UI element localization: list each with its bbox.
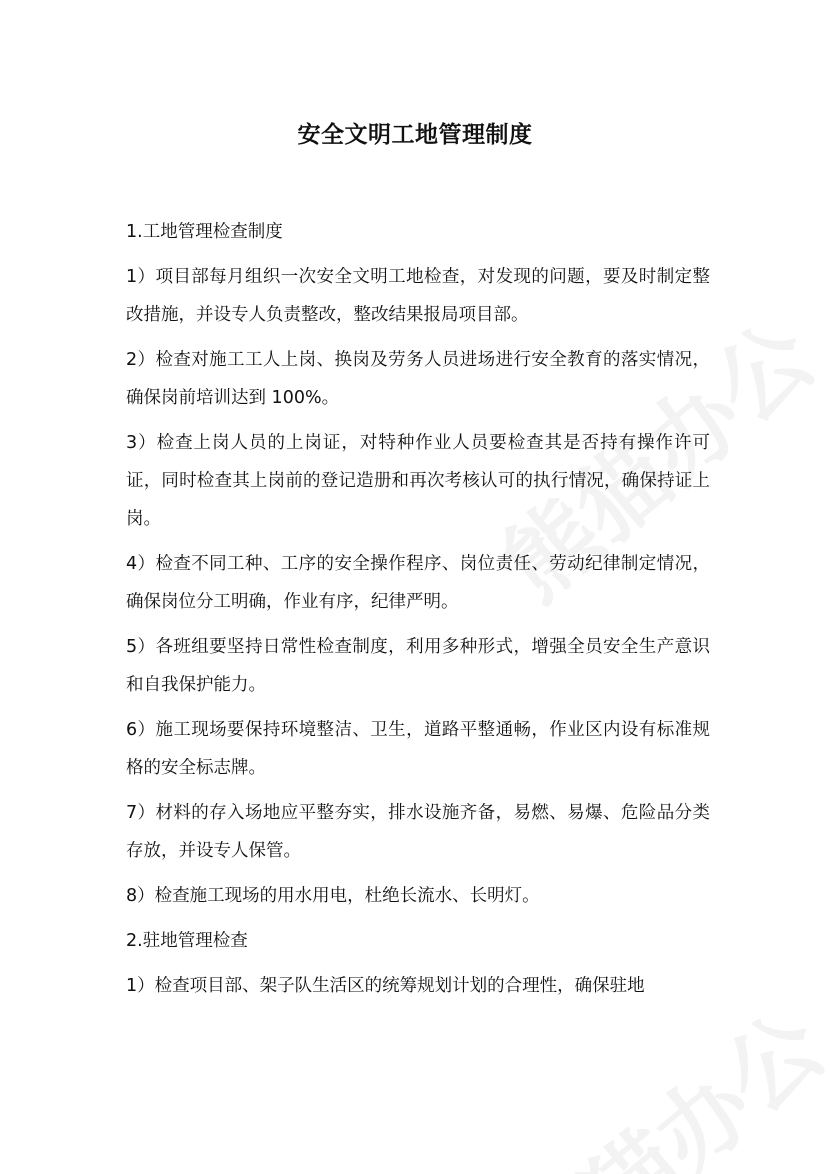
document-title: 安全文明工地管理制度 — [297, 122, 533, 148]
list-item: 1）项目部每月组织一次安全文明工地检查，对发现的问题，要及时制定整改措施，并设专人负责整改，整改结果报局项目部。 — [126, 267, 710, 325]
section-heading: 2.驻地管理检查 — [126, 931, 248, 951]
list-item: 5）各班组要坚持日常性检查制度，利用多种形式，增强全员安全生产意识和自我保护能力。 — [126, 637, 710, 695]
document-body — [126, 213, 710, 1012]
list-item: 6）施工现场要保持环境整洁、卫生，道路平整通畅，作业区内设有标准规格的安全标志牌。 — [126, 720, 710, 778]
list-item: 2）检查对施工工人上岗、换岗及劳务人员进场进行安全教育的落实情况，确保岗前培训达到 100%。 — [126, 350, 710, 408]
list-item: 8）检查施工现场的用水用电，杜绝长流水、长明灯。 — [126, 886, 540, 906]
list-item: 7）材料的存入场地应平整夯实，排水设施齐备，易燃、易爆、危险品分类存放，并设专人保管。 — [126, 803, 710, 861]
section-heading: 1.工地管理检查制度 — [126, 222, 283, 242]
list-item: 3）检查上岗人员的上岗证，对特种作业人员要检查其是否持有操作许可证，同时检查其上岗前的登记造册和再次考核认可的执行情况，确保持证上岗。 — [126, 433, 710, 529]
list-item: 1）检查项目部、架子队生活区的统筹规划计划的合理性，确保驻地 — [126, 976, 645, 996]
list-item: 4）检查不同工种、工序的安全操作程序、岗位责任、劳动纪律制定情况，确保岗位分工明确，作业有序，纪律严明。 — [126, 554, 710, 612]
